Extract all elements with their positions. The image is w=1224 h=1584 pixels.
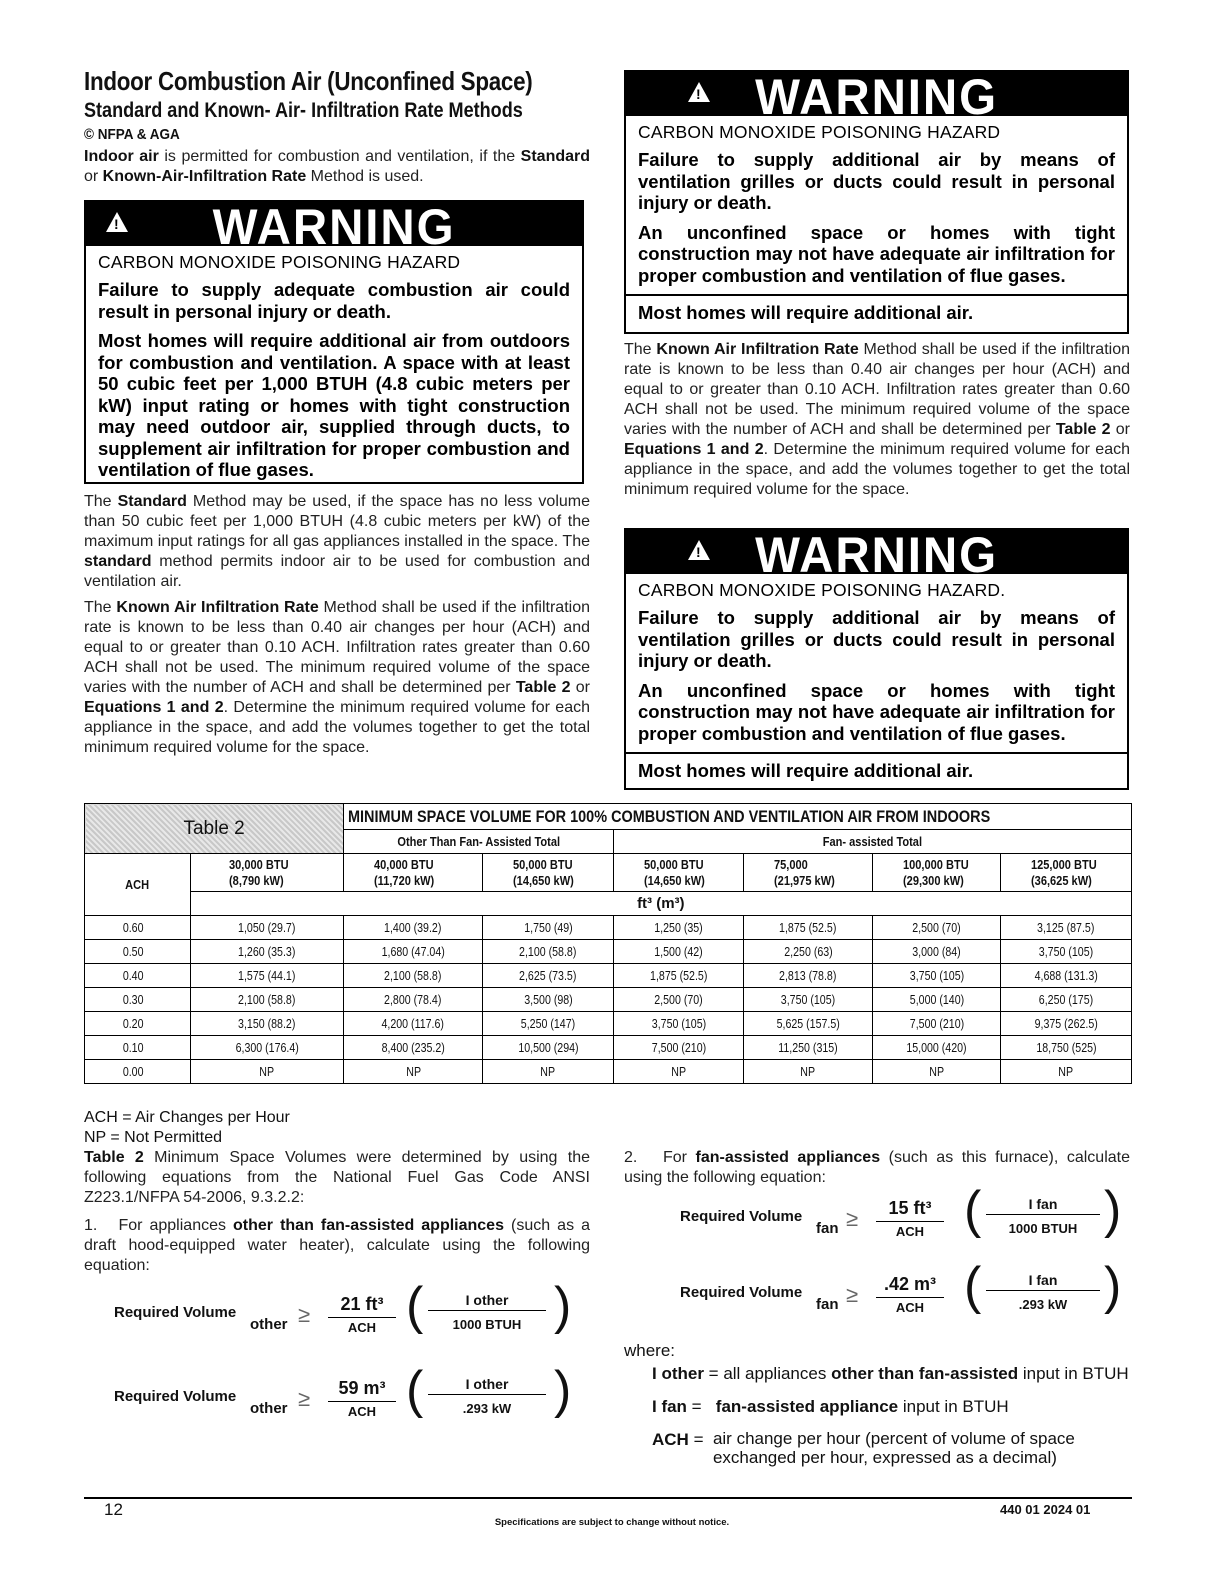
- cell-text: 4,688 (131.3): [1034, 968, 1098, 983]
- cell-text: 11,250 (315): [778, 1040, 838, 1055]
- definition-other: [652, 1363, 1134, 1384]
- eq-subscript: fan: [816, 1296, 839, 1313]
- volume-cell: [873, 1036, 1001, 1060]
- cell-text: 4,200 (117.6): [381, 1016, 445, 1031]
- bottom-left-text: [84, 1148, 590, 1282]
- eq-denominator: ACH: [895, 1300, 925, 1315]
- cell-text: 1,250 (35): [654, 920, 703, 935]
- units-text: ft³ (m³): [637, 895, 685, 912]
- definitions: [624, 1340, 1134, 1467]
- warning-divider: [626, 294, 1127, 296]
- column-header: [344, 854, 483, 892]
- cell-text: NP: [671, 1064, 686, 1079]
- right-paren: ): [554, 1361, 572, 1419]
- cell-text: 1,050 (29.7): [238, 920, 296, 935]
- volume-cell: [744, 1036, 873, 1060]
- standard-method-paragraph: [84, 492, 590, 592]
- cell-text: 3,150 (88.2): [238, 1016, 296, 1031]
- equation-4: [680, 1257, 1130, 1330]
- eq-input-fraction: [428, 1292, 546, 1332]
- volume-cell: [483, 1060, 614, 1084]
- warning-header-1: [86, 202, 582, 246]
- known-air-paragraph: [84, 598, 590, 758]
- cell-text: 1,575 (44.1): [238, 968, 296, 983]
- right-paren: ): [1104, 1257, 1122, 1315]
- volume-cell: [344, 940, 483, 964]
- column-header: [483, 854, 614, 892]
- cell-text: 3,750 (105): [651, 1016, 706, 1031]
- warning-text: An unconfined space or homes with tight construction may not have adequate air infiltration for proper combustion and ventilation of flue gases.: [638, 221, 1115, 286]
- volume-cell: [483, 916, 614, 940]
- warning-triangle-icon: !: [106, 212, 128, 232]
- warning-text: Failure to supply adequate combustion air could result in personal injury or death.: [98, 279, 570, 322]
- volume-cell: [614, 940, 744, 964]
- warning-subtitle: CARBON MONOXIDE POISONING HAZARD: [98, 252, 461, 272]
- column-header-line: 40,000 BTU: [374, 856, 434, 872]
- column-header-line: 100,000 BTU: [903, 856, 969, 872]
- kair-bold-6: Equations 1 and 2: [84, 699, 224, 716]
- cell-text: 2,813 (78.8): [779, 968, 837, 983]
- def-text: = all appliances: [703, 1364, 832, 1383]
- item-1-number: 1.: [84, 1217, 98, 1234]
- warning-header-3: [626, 530, 1127, 574]
- table-label-text: Table 2: [183, 817, 245, 839]
- cell-text: 7,500 (210): [651, 1040, 706, 1055]
- kair-text-3: Method shall be used if the infiltration rate is known to be less than 0.40 air changes per hour (ACH) and equal to or greater than 0.10 ACH. Infiltration rates greater than 0.60 ACH shall not be used. The minimum required volume of the space varies with the number of ACH and shall be determined per: [624, 341, 1131, 438]
- kair-bold-2: Known Air Infiltration Rate: [656, 341, 859, 358]
- table-row: [85, 1036, 1132, 1060]
- column-header-line: (14,650 kW): [644, 872, 705, 888]
- volume-cell: [483, 940, 614, 964]
- ach-header-text: ACH: [125, 877, 150, 892]
- definition-ach: [652, 1429, 1134, 1467]
- ach-cell: [85, 1060, 191, 1084]
- cell-text: 5,625 (157.5): [776, 1016, 840, 1031]
- intro-paragraph: [84, 147, 590, 187]
- eq-fraction: [876, 1274, 944, 1315]
- kair-bold-4: Table 2: [515, 679, 571, 696]
- units-row: [190, 892, 1131, 916]
- volume-cell: [1000, 964, 1131, 988]
- section-title: Indoor Combustion Air (Unconfined Space): [84, 66, 533, 96]
- equations-intro: [84, 1148, 590, 1208]
- table-notes: [84, 1108, 290, 1148]
- cell-text: 2,500 (70): [912, 920, 961, 935]
- left-column: [84, 66, 590, 193]
- where-label: where:: [624, 1341, 676, 1360]
- eq-input-fraction: [986, 1196, 1100, 1236]
- definition-fan: [652, 1396, 1134, 1417]
- volume-cell: [744, 916, 873, 940]
- ach-header: [85, 854, 191, 916]
- right-paren: ): [554, 1277, 572, 1335]
- note-ach: ACH = Air Changes per Hour: [84, 1109, 290, 1126]
- footer-disclaimer: Specifications are subject to change without notice.: [494, 1517, 730, 1528]
- table-body: [85, 916, 1132, 1084]
- document-number: 440 01 2024 01: [1000, 1502, 1091, 1517]
- section-subtitle: Standard and Known- Air- Infiltration Rate Methods: [84, 99, 523, 122]
- volume-cell: [190, 1012, 344, 1036]
- table-row: [85, 1060, 1132, 1084]
- cell-text: 0.50: [122, 944, 144, 959]
- warning-header-2: [626, 72, 1127, 116]
- warning-triangle-icon: !: [688, 540, 710, 560]
- cell-text: 2,100 (58.8): [519, 944, 577, 959]
- table-title: [344, 804, 1132, 830]
- volume-cell: [873, 1060, 1001, 1084]
- eq-denominator: ACH: [347, 1320, 377, 1335]
- volume-cell: [1000, 1036, 1131, 1060]
- cell-text: 15,000 (420): [906, 1040, 967, 1055]
- gte-symbol: ≥: [846, 1282, 859, 1307]
- cell-text: NP: [800, 1064, 816, 1079]
- column-header: [744, 854, 873, 892]
- volume-cell: [614, 988, 744, 1012]
- eq-label: Required Volume: [680, 1284, 803, 1301]
- group-header-fan-text: Fan- assisted Total: [822, 834, 923, 849]
- table-row: [85, 964, 1132, 988]
- cell-text: 2,500 (70): [654, 992, 703, 1007]
- volume-cell: [614, 1060, 744, 1084]
- cell-text: 3,125 (87.5): [1037, 920, 1095, 935]
- eq-fraction: [876, 1198, 944, 1239]
- table-label: [85, 804, 344, 854]
- cell-text: 1,680 (47.04): [381, 944, 445, 959]
- kair-text-7: . Determine the minimum required volume for each appliance in the space, and add the volumes together to get the total minimum required volume for the space.: [624, 441, 1130, 498]
- kair-bold-4: Table 2: [1055, 421, 1111, 438]
- cell-text: 3,500 (98): [523, 992, 573, 1007]
- eq-input-denominator: 1000 BTUH: [1008, 1221, 1078, 1236]
- volume-cell: [873, 988, 1001, 1012]
- intro-bold-5: Known-Air-Infiltration Rate: [102, 168, 307, 185]
- right-paren: ): [1104, 1181, 1122, 1239]
- eq-input-numerator: I other: [428, 1292, 546, 1311]
- def-text: input in BTUH: [898, 1397, 1009, 1416]
- kair-text-1: The: [624, 341, 657, 358]
- eq-numerator: .42 m³: [876, 1274, 944, 1298]
- column-header-line: 30,000 BTU: [228, 856, 289, 872]
- left-column-lower: [84, 492, 590, 764]
- eq-fraction: [328, 1378, 396, 1419]
- cell-text: 1,875 (52.5): [779, 920, 837, 935]
- cell-text: 3,000 (84): [912, 944, 961, 959]
- cell-text: 2,100 (58.8): [238, 992, 296, 1007]
- column-header-line: (8,790 kW): [228, 872, 284, 888]
- volume-cell: [190, 1060, 344, 1084]
- standard-text-3: Method may be used, if the space has no less volume than 50 cubic feet per 1,000 BTUH (4.8 cubic meters per kW) of the maximum input ratings for all gas appliances installed in the space. The: [84, 493, 591, 550]
- eq-input-denominator: .293 kW: [1018, 1297, 1068, 1312]
- group-header-other: [344, 830, 614, 854]
- volume-cell: [614, 1012, 744, 1036]
- gte-symbol: ≥: [846, 1206, 859, 1231]
- volume-cell: [1000, 1060, 1131, 1084]
- column-header-line: (29,300 kW): [903, 872, 964, 888]
- eq-denominator: ACH: [347, 1404, 377, 1419]
- volume-cell: [483, 964, 614, 988]
- warning-text: Failure to supply additional air by means of ventilation grilles or ducts could result in personal injury or death.: [638, 607, 1115, 671]
- warning-box-3: [624, 528, 1129, 790]
- standard-bold-2: Standard: [117, 493, 187, 510]
- volume-cell: [1000, 940, 1131, 964]
- cell-text: 2,100 (58.8): [384, 968, 442, 983]
- item-1-bold: other than fan-assisted appliances: [233, 1217, 504, 1234]
- volume-cell: [873, 1012, 1001, 1036]
- item-2-text-3: (such as this furnace), calculate using the following equation:: [624, 1149, 1131, 1186]
- def-bold: fan-assisted appliance: [715, 1397, 899, 1416]
- volume-cell: [344, 1036, 483, 1060]
- eq-label: Required Volume: [114, 1388, 237, 1405]
- table-row: [85, 916, 1132, 940]
- cell-text: 6,300 (176.4): [235, 1040, 299, 1055]
- def-text: input in BTUH: [1018, 1364, 1129, 1383]
- column-header: [1000, 854, 1131, 892]
- column-header: [614, 854, 744, 892]
- ach-cell: [85, 1012, 191, 1036]
- column-header-line: 75,000: [774, 856, 808, 872]
- cell-text: 0.30: [122, 992, 144, 1007]
- warning-text: Failure to supply additional air by means of ventilation grilles or ducts could result in personal injury or death.: [638, 149, 1115, 213]
- volume-cell: [344, 1012, 483, 1036]
- footer-rule: [84, 1497, 1132, 1499]
- eq-input-fraction: [428, 1376, 546, 1416]
- warning-box-2: [624, 70, 1129, 334]
- volume-cell: [483, 988, 614, 1012]
- cell-text: 5,250 (147): [520, 1016, 576, 1031]
- kair-bold-2: Known Air Infiltration Rate: [116, 599, 319, 616]
- volume-cell: [190, 964, 344, 988]
- column-header-line: 50,000 BTU: [513, 856, 573, 872]
- ach-cell: [85, 1036, 191, 1060]
- cell-text: 5,000 (140): [909, 992, 964, 1007]
- column-header-line: (14,650 kW): [513, 872, 574, 888]
- volume-cell: [190, 1036, 344, 1060]
- ach-cell: [85, 916, 191, 940]
- def-term: ACH: [652, 1430, 689, 1449]
- def-term: I other: [652, 1364, 704, 1383]
- section-credit: © NFPA & AGA: [84, 126, 180, 143]
- cell-text: 9,375 (262.5): [1034, 1016, 1098, 1031]
- cell-text: 8,400 (235.2): [381, 1040, 445, 1055]
- equation-2: [114, 1361, 584, 1434]
- kair-bold-6: Equations 1 and 2: [624, 441, 764, 458]
- volume-cell: [744, 1060, 873, 1084]
- eq-input-denominator: .293 kW: [462, 1401, 512, 1416]
- cell-text: NP: [405, 1064, 421, 1079]
- volume-cell: [483, 1036, 614, 1060]
- volume-cell: [873, 964, 1001, 988]
- warning-box-1: [84, 200, 584, 484]
- eq-subscript: other: [250, 1400, 288, 1417]
- cell-text: 1,400 (39.2): [384, 920, 442, 935]
- warning-divider: [626, 752, 1127, 754]
- eq-numerator: 21 ft³: [328, 1294, 396, 1318]
- def-text: air change per hour (percent of volume of space exchanged per hour, expressed as a decimal): [712, 1429, 1075, 1467]
- cell-text: 3,750 (105): [1038, 944, 1094, 959]
- intro-bold-3: Standard: [520, 148, 591, 165]
- cell-text: 0.20: [122, 1016, 144, 1031]
- left-paren: (: [406, 1361, 424, 1419]
- warning-text: An unconfined space or homes with tight construction may not have adequate air infiltration for proper combustion and ventilation of flue gases.: [638, 679, 1115, 744]
- column-header-line: (21,975 kW): [774, 872, 835, 888]
- eq-label: Required Volume: [114, 1304, 237, 1321]
- kair-text-5: or: [1110, 421, 1130, 438]
- cell-text: 2,800 (78.4): [384, 992, 442, 1007]
- left-paren: (: [964, 1257, 982, 1315]
- warning-text: Most homes will require additional air.: [638, 760, 974, 781]
- cell-text: 18,750 (525): [1035, 1040, 1097, 1055]
- item-2-number: 2.: [624, 1149, 638, 1166]
- kair-text-7: . Determine the minimum required volume for each appliance in the space, and add the volumes together to get the total minimum required volume for the space.: [84, 699, 590, 756]
- group-header-other-text: Other Than Fan- Assisted Total: [397, 834, 561, 849]
- volume-cell: [190, 988, 344, 1012]
- eq-input-numerator: I fan: [986, 1196, 1100, 1215]
- left-paren: (: [964, 1181, 982, 1239]
- volume-cell: [344, 964, 483, 988]
- eq-input-fraction: [986, 1272, 1100, 1312]
- item-2-bold: fan-assisted appliances: [695, 1149, 881, 1166]
- volume-cell: [744, 1012, 873, 1036]
- eq-denominator: ACH: [895, 1224, 925, 1239]
- equation-3: [680, 1181, 1130, 1254]
- cell-text: 2,250 (63): [783, 944, 833, 959]
- volume-cell: [1000, 916, 1131, 940]
- cell-text: 1,260 (35.3): [238, 944, 296, 959]
- warning-word: WARNING: [755, 530, 998, 574]
- eq-numerator: 59 m³: [328, 1378, 396, 1402]
- gte-symbol: ≥: [298, 1302, 311, 1327]
- cell-text: 0.10: [122, 1040, 144, 1055]
- eq-subscript: fan: [816, 1220, 839, 1237]
- volume-cell: [1000, 988, 1131, 1012]
- item-2: [624, 1148, 1130, 1188]
- cell-text: 0.60: [122, 920, 144, 935]
- cell-text: 3,750 (105): [909, 968, 964, 983]
- column-header-line: (36,625 kW): [1030, 872, 1092, 888]
- volume-cell: [344, 988, 483, 1012]
- warning-text: Most homes will require additional air.: [638, 302, 974, 323]
- volume-cell: [344, 916, 483, 940]
- gte-symbol: ≥: [298, 1386, 311, 1411]
- def-bold: other than fan-assisted: [831, 1364, 1019, 1383]
- standard-text-5: method permits indoor air to be used for combustion and ventilation air.: [84, 553, 590, 590]
- item-1: [84, 1216, 590, 1276]
- item-1-text-3: (such as a draft hood-equipped water heater), calculate using the following equation:: [84, 1217, 591, 1274]
- volume-cell: [190, 916, 344, 940]
- cell-text: 1,875 (52.5): [649, 968, 708, 983]
- warning-subtitle: CARBON MONOXIDE POISONING HAZARD.: [638, 580, 1006, 600]
- warning-triangle-icon: !: [688, 82, 710, 102]
- column-header-line: 50,000 BTU: [644, 856, 704, 872]
- column-header: [190, 854, 344, 892]
- warning-text: Most homes will require additional air from outdoors for combustion and ventilation. A space with at least 50 cubic feet per 1,000 BTUH (4.8 cubic meters per kW) input rating or homes with tight construction may need outdoor air, supplied through ducts, to supplement air infiltration for proper combustion and ventilation of flue gases.: [98, 330, 570, 480]
- cell-text: 3,750 (105): [780, 992, 836, 1007]
- intro-text-6: Method is used.: [306, 168, 424, 185]
- group-header-fan: [614, 830, 1132, 854]
- cell-text: NP: [929, 1064, 944, 1079]
- cell-text: 1,750 (49): [523, 920, 573, 935]
- volume-cell: [614, 916, 744, 940]
- intro-text-2: is permitted for combustion and ventilation, if the: [158, 148, 521, 165]
- item-2-text-1: For: [662, 1149, 696, 1166]
- kair-text-1: The: [84, 599, 117, 616]
- item-1-text-1: For appliances: [118, 1217, 234, 1234]
- warning-word: WARNING: [755, 72, 998, 116]
- volume-cell: [744, 988, 873, 1012]
- def-term: I fan: [652, 1397, 687, 1416]
- intro-text-4: or: [84, 168, 103, 185]
- intro-bold-1: Indoor air: [84, 148, 159, 165]
- ach-cell: [85, 988, 191, 1012]
- column-header-line: (11,720 kW): [374, 872, 435, 888]
- volume-cell: [873, 940, 1001, 964]
- cell-text: 2,625 (73.5): [519, 968, 577, 983]
- cell-text: 0.00: [122, 1064, 144, 1079]
- column-header-line: 125,000 BTU: [1030, 856, 1097, 872]
- cell-text: 0.40: [122, 968, 144, 983]
- eq-input-denominator: 1000 BTUH: [452, 1317, 522, 1332]
- cell-text: 7,500 (210): [909, 1016, 964, 1031]
- warning-word: WARNING: [212, 202, 456, 246]
- kair-text-3: Method shall be used if the infiltration rate is known to be less than 0.40 air changes per hour (ACH) and equal to or greater than 0.10 ACH. Infiltration rates greater than 0.60 ACH shall not be used. The minimum required volume of the space varies with the number of ACH and shall be determined per: [84, 599, 591, 696]
- right-column-text: [624, 340, 1130, 506]
- volume-cell: [1000, 1012, 1131, 1036]
- cell-text: 1,500 (42): [654, 944, 703, 959]
- left-paren: (: [406, 1277, 424, 1335]
- table-row: [85, 988, 1132, 1012]
- cell-text: NP: [1058, 1064, 1074, 1079]
- standard-bold-4: standard: [84, 553, 152, 570]
- eq-subscript: other: [250, 1316, 288, 1333]
- eq-fraction: [328, 1294, 396, 1335]
- cell-text: NP: [259, 1064, 275, 1079]
- def-eq: =: [688, 1430, 709, 1449]
- volume-cell: [483, 1012, 614, 1036]
- volume-cell: [614, 964, 744, 988]
- table-row: [85, 1012, 1132, 1036]
- kair-text-5: or: [570, 679, 590, 696]
- cell-text: 6,250 (175): [1038, 992, 1094, 1007]
- eq-intro-bold: Table 2: [84, 1149, 144, 1166]
- ach-cell: [85, 940, 191, 964]
- cell-text: NP: [540, 1064, 556, 1079]
- volume-cell: [344, 1060, 483, 1084]
- eq-input-numerator: I other: [428, 1376, 546, 1395]
- page-number: 12: [104, 1500, 123, 1519]
- note-np: NP = Not Permitted: [84, 1129, 222, 1146]
- eq-intro-text: Minimum Space Volumes were determined by using the following equations from the National Fuel Gas Code ANSI Z223.1/NFPA 54-2006, 9.3.2.2:: [84, 1149, 590, 1206]
- volume-cell: [873, 916, 1001, 940]
- volume-cell: [744, 940, 873, 964]
- warning-subtitle: CARBON MONOXIDE POISONING HAZARD: [638, 122, 1001, 142]
- def-eq: =: [686, 1397, 707, 1416]
- ach-cell: [85, 964, 191, 988]
- eq-numerator: 15 ft³: [876, 1198, 944, 1222]
- volume-cell: [190, 940, 344, 964]
- equation-1: [114, 1277, 584, 1350]
- table-2: [84, 803, 1132, 1084]
- column-header: [873, 854, 1001, 892]
- table-title-text: MINIMUM SPACE VOLUME FOR 100% COMBUSTION AND VENTILATION AIR FROM INDOORS: [348, 806, 991, 826]
- volume-cell: [614, 1036, 744, 1060]
- cell-text: 10,500 (294): [518, 1040, 579, 1055]
- standard-text-1: The: [84, 493, 118, 510]
- volume-cell: [744, 964, 873, 988]
- known-air-paragraph-right: [624, 340, 1130, 500]
- eq-input-numerator: I fan: [986, 1272, 1100, 1291]
- eq-label: Required Volume: [680, 1208, 803, 1225]
- table-row: [85, 940, 1132, 964]
